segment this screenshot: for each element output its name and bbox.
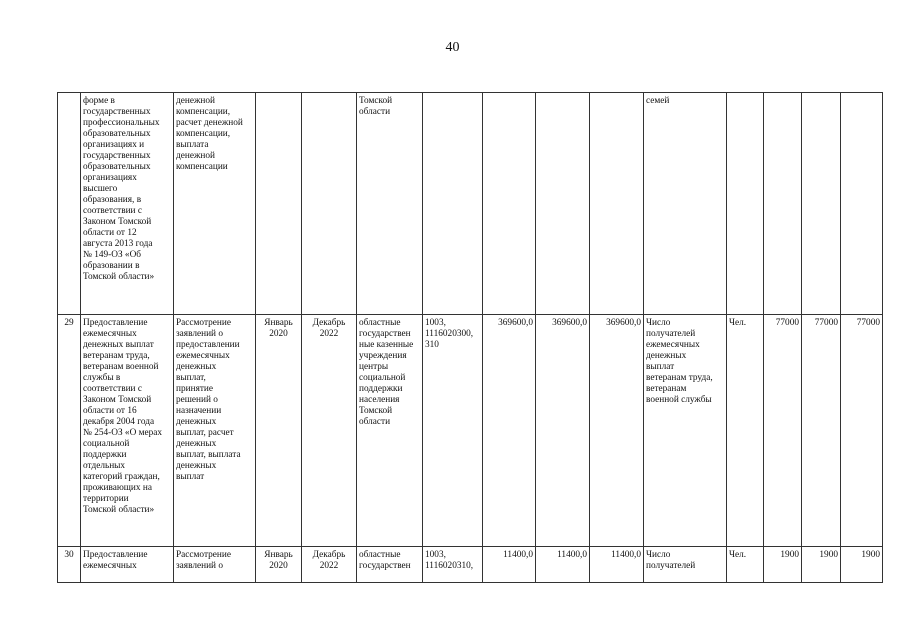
start-period: Январь 2020 — [256, 547, 302, 583]
indicator-value-1 — [764, 93, 802, 315]
funding-year-3 — [590, 93, 644, 315]
budget-code: 1003, 1116020310, — [423, 547, 483, 583]
indicator-value-3: 1900 — [841, 547, 883, 583]
funding-year-1: 11400,0 — [483, 547, 536, 583]
executor: областные государствен — [357, 547, 423, 583]
row-number: 29 — [58, 315, 81, 547]
indicator-value-2: 1900 — [802, 547, 841, 583]
page-number: 40 — [445, 40, 460, 55]
start-period: Январь 2020 — [256, 315, 302, 547]
indicator-value-1: 1900 — [764, 547, 802, 583]
indicator-name: семей — [644, 93, 727, 315]
funding-year-2: 11400,0 — [536, 547, 590, 583]
unit: Чел. — [727, 547, 764, 583]
end-period: Декабрь 2022 — [302, 315, 357, 547]
measure-name: Предоставление ежемесячных — [81, 547, 174, 583]
indicator-name: Число получателей — [644, 547, 727, 583]
row-number — [58, 93, 81, 315]
executor: Томской области — [357, 93, 423, 315]
indicator-value-2: 77000 — [802, 315, 841, 547]
indicator-value-3: 77000 — [841, 315, 883, 547]
table-row — [58, 315, 883, 547]
measure-content: Рассмотрение заявлений о — [174, 547, 256, 583]
budget-code: 1003, 1116020300, 310 — [423, 315, 483, 547]
funding-year-1: 369600,0 — [483, 315, 536, 547]
funding-year-3: 11400,0 — [590, 547, 644, 583]
start-period — [256, 93, 302, 315]
table-row — [58, 547, 883, 583]
table-row — [58, 93, 883, 315]
funding-year-3: 369600,0 — [590, 315, 644, 547]
indicator-value-2 — [802, 93, 841, 315]
measures-table — [57, 92, 883, 583]
indicator-value-1: 77000 — [764, 315, 802, 547]
budget-code — [423, 93, 483, 315]
indicator-name: Число получателей ежемесячных денежных выплат ветеранам труда, ветеранам военной службы — [644, 315, 727, 547]
unit — [727, 93, 764, 315]
end-period — [302, 93, 357, 315]
measure-content: денежной компенсации, расчет денежной компенсации, выплата денежной компенсации — [174, 93, 256, 315]
funding-year-2 — [536, 93, 590, 315]
funding-year-2: 369600,0 — [536, 315, 590, 547]
unit: Чел. — [727, 315, 764, 547]
measure-name: Предоставление ежемесячных денежных выплат ветеранам труда, ветеранам военной службы в соответствии с Законом Томской области от 16 декабря 2004 года № 254-ОЗ «О мерах социальной поддержки отдельных категорий граждан, проживающих на территории Томской области» — [81, 315, 174, 547]
funding-year-1 — [483, 93, 536, 315]
row-number: 30 — [58, 547, 81, 583]
measure-content: Рассмотрение заявлений о предоставлении ежемесячных денежных выплат, принятие решений о назначении денежных выплат, расчет денежных выплат, выплата денежных выплат — [174, 315, 256, 547]
indicator-value-3 — [841, 93, 883, 315]
measure-name: форме в государственных профессиональных образовательных организациях и государственных образовательных организациях высшего образования, в соответствии с Законом Томской области от 12 августа 2013 года № 149-ОЗ «Об образовании в Томской области» — [81, 93, 174, 315]
executor: областные государствен ные казенные учреждения центры социальной поддержки населения Томской области — [357, 315, 423, 547]
end-period: Декабрь 2022 — [302, 547, 357, 583]
